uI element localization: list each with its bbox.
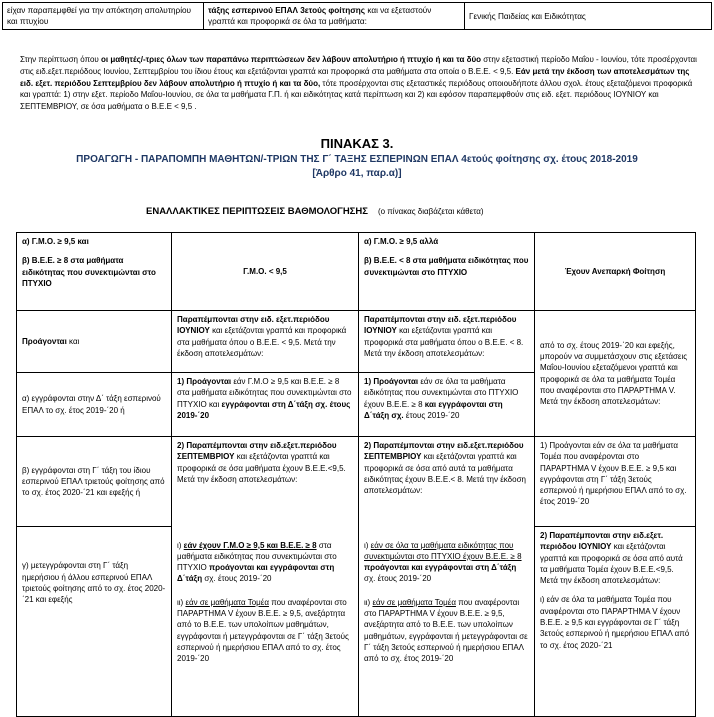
- cell-r4-c3: ι) εάν σε όλα τα μαθήματα ειδικότητας που συνεκτιμώνται στο ΠΤΥΧΙΟ έχουν Β.Ε.Ε. ≥ 8 προάγονται και εγγράφονται στη Δ΄τάξη σχ. έτους 2019-΄20 ιι) εάν σε μαθήματα Τομέα που αναφέρονται στο ΠΑΡΑΡΤΗΜΑ V έχουν Β.Ε.Ε. ≥ 9,5, ανεξάρτητα από το Β.Ε.Ε. των υπολοίπων μαθημάτων, εγγράφονται ή μετεγγράφονται σε Γ΄ τάξη 3ετούς εσπερινού ή ημερήσιου ΕΠΑΛ από το σχ. έτος 2019-΄20: [359, 527, 535, 717]
- header-cell-2: Γ.Μ.Ο. < 9,5: [172, 233, 359, 311]
- page-title: ΠΙΝΑΚΑΣ 3.: [320, 136, 394, 151]
- cell-r1-c3: Παραπέμπονται στην ειδ. εξετ.περιόδου ΙΟΥΝΙΟΥ και εξετάζονται γραπτά και προφορικά στα μαθήματα όπου ο Β.Ε.Ε. < 8. Μετά την έκδοση αποτελεσμάτων:: [359, 311, 535, 373]
- cell-r1-c1: Προάγονται και: [17, 311, 172, 373]
- header-cell-3: α) Γ.Μ.Ο. ≥ 9,5 αλλά β) Β.Ε.Ε. < 8 στα μαθήματα ειδικότητας που συνεκτιμώνται στο ΠΤΥΧΙΟ: [359, 233, 535, 311]
- reading-note: (ο πίνακας διαβάζεται κάθετα): [377, 207, 484, 216]
- header-cell-4: Έχουν Ανεπαρκή Φοίτηση: [535, 233, 696, 311]
- table-row: [17, 311, 696, 373]
- article-reference: [Άρθρο 41, παρ.α)]: [312, 168, 402, 179]
- cell-r3-c1: β) εγγράφονται στη Γ΄ τάξη του ίδιου εσπερινού ΕΠΑΛ τριετούς φοίτησης από το σχ. έτος 2020-΄21 και εφεξής ή: [17, 437, 172, 527]
- page-subtitle: ΠΡΟΑΓΩΓΗ - ΠΑΡΑΠΟΜΠΗ ΜΑΘΗΤΩΝ/-ΤΡΙΩΝ ΤΗΣ Γ΄ ΤΑΞΗΣ ΕΣΠΕΡΙΝΩΝ ΕΠΑΛ 4ετούς φοίτησης σχ. έτους 2018-2019: [76, 154, 638, 165]
- table-row: [17, 527, 696, 717]
- table-row: [17, 437, 696, 527]
- top-table: [2, 2, 712, 30]
- intro-paragraph: Στην περίπτωση όπου οι μαθητές/-τριες όλων των παραπάνω περιπτώσεων δεν λάβουν απολυτήριο ή πτυχίο ή και τα δύο στην εξεταστική περίοδο Μαΐου - Ιουνίου, τότε προσέρχονται στις ειδ.εξετ.περιόδους Ιουνίου, Σεπτεμβρίου του ίδιου έτους και εξετάζονται γραπτά και προφορικά στα μαθήματα στα οποία ο Β.Ε.Ε. < 9,5. Εάν μετά την έκδοση των αποτελεσμάτων της ειδ. εξετ. περιόδου Σεπτεμβρίου δεν λάβουν απολυτήριο ή πτυχίο ή και τα δύο, τότε προσέρχονται στις εξεταστικές περιόδους οποιουδήποτε άλλου σχολ. έτους εξεταζόμενοι προφορικά και γραπτά: 1) στην εξετ. περίοδο Μαΐου-Ιουνίου, σε όλα τα μαθήματα Γ.Π. ή και ειδικότητας κατά περίπτωση και 2) και εφόσον παραπεμφθούν στις ειδ. εξετ. περιόδους ΙΟΥΝΙΟΥ και ΣΕΠΤΕΜΒΡΙΟΥ, σε όσα μαθήματα ο Β.Ε.Ε < 9,5 .: [20, 55, 697, 112]
- cell-r2-c1: α) εγγράφονται στην Δ΄ τάξη εσπερινού ΕΠΑΛ το σχ. έτος 2019-΄20 ή: [17, 373, 172, 437]
- section-heading: ΕΝΑΛΛΑΚΤΙΚΕΣ ΠΕΡΙΠΤΩΣΕΙΣ ΒΑΘΜΟΛΟΓΗΣΗΣ (ο πίνακας διαβάζεται κάθετα): [146, 206, 484, 217]
- header-cell-1: α) Γ.Μ.Ο. ≥ 9,5 και β) Β.Ε.Ε. ≥ 8 στα μαθήματα ειδικότητας που συνεκτιμώνται στο ΠΤΥΧΙΟ: [17, 233, 172, 311]
- cell-r4-c1: γ) μετεγγράφονται στη Γ΄ τάξη ημερήσιου ή άλλου εσπερινού ΕΠΑΛ τριετούς φοίτησης από το σχ. έτος 2020-΄21 και εφεξής: [17, 527, 172, 717]
- cell-r4-c2: ι) εάν έχουν Γ.Μ.Ο ≥ 9,5 και Β.Ε.Ε. ≥ 8 στα μαθήματα ειδικότητας που συνεκτιμώνται στο ΠΤΥΧΙΟ προάγονται και εγγράφονται στη Δ΄τάξη σχ. έτους 2019-΄20 ιι) εάν σε μαθήματα Τομέα που αναφέρονται στο ΠΑΡΑΡΤΗΜΑ V έχουν Β.Ε.Ε. ≥ 9,5, ανεξάρτητα από το Β.Ε.Ε. των υπολοίπων μαθημάτων, εγγράφονται ή μετεγγράφονται σε Γ΄ τάξη 3ετούς εσπερινού ή ημερήσιου ΕΠΑΛ από το σχ. έτος 2019-΄20: [172, 527, 359, 717]
- cell-r1-c2: Παραπέμπονται στην ειδ. εξετ.περιόδου ΙΟΥΝΙΟΥ και εξετάζονται γραπτά και προφορικά στα μαθήματα όπου ο Β.Ε.Ε. < 9,5. Μετά την έκδοση αποτελεσμάτων:: [172, 311, 359, 373]
- cell-r2-c2: 1) Προάγονται εάν Γ.Μ.Ο ≥ 9,5 και Β.Ε.Ε. ≥ 8 στα μαθήματα ειδικότητας που συνεκτιμώνται στο ΠΤΥΧΙΟ και εγγράφονται στη Δ΄τάξη σχ. έτους 2019-΄20: [172, 373, 359, 437]
- top-cell-2: τάξης εσπερινού ΕΠΑΛ 3ετούς φοίτησης και να εξεταστούν γραπτά και προφορικά σε όλα τα μαθήματα:: [204, 3, 465, 30]
- table-header-row: [17, 233, 696, 311]
- cell-r3-c4: 1) Προάγονται εάν σε όλα τα μαθήματα Τομέα που αναφέρονται στο ΠΑΡΑΡΤΗΜΑ V έχουν Β.Ε.Ε. ≥ 9,5 και εγγράφονται στη Γ΄ τάξη 3ετούς εσπερινού ή ημερήσιου ΕΠΑΛ από το σχ. έτος 2019-΄20: [535, 437, 696, 527]
- cell-r1-c4: από το σχ. έτους 2019-΄20 και εφεξής, μπορούν να συμμετάσχουν στις εξετάσεις Μαΐου-Ιουνίου εξεταζόμενοι γραπτά και προφορικά σε όλα τα μαθήματα Τομέα που αναφέρονται στο ΠΑΡΑΡΤΗΜΑ V. Μετά την έκδοση αποτελεσμάτων:: [535, 311, 696, 437]
- cell-r2-c3: 1) Προάγονται εάν σε όλα τα μαθήματα ειδικότητας που συνεκτιμώνται στο ΠΤΥΧΙΟ έχουν Β.Ε.Ε. ≥ 8 και εγγράφονται στη Δ΄τάξη σχ. έτους 2019-΄20: [359, 373, 535, 437]
- main-table: [16, 232, 696, 717]
- cell-r3-c2: 2) Παραπέμπονται στην ειδ.εξετ.περιόδου ΣΕΠΤΕΜΒΡΙΟΥ και εξετάζονται γραπτά και προφορικά σε όσα μαθήματα έχουν Β.Ε.Ε.<9,5. Μετά την έκδοση αποτελεσμάτων:: [172, 437, 359, 527]
- cell-r4-c4: 2) Παραπέμπονται στην ειδ.εξετ. περιόδου ΙΟΥΝΙΟΥ και εξετάζονται γραπτά και προφορικά σε όσα από αυτά τα μαθήματα Τομέα έχουν Β.Ε.Ε.<9,5. Μετά την έκδοση αποτελεσμάτων: ι) εάν σε όλα τα μαθήματα Τομέα που αναφέρονται στο ΠΑΡΑΡΤΗΜΑ V έχουν Β.Ε.Ε. ≥ 9,5 και εγγράφονται σε Γ΄ τάξη 3ετούς εσπερινού ή ημερήσιου ΕΠΑΛ από το σχ. έτος 2020-΄21: [535, 527, 696, 717]
- top-cell-3: Γενικής Παιδείας και Ειδικότητας: [465, 3, 712, 30]
- top-cell-1: είχαν παραπεμφθεί για την απόκτηση απολυτηρίου και πτυχίου: [3, 3, 204, 30]
- cell-r3-c3: 2) Παραπέμπονται στην ειδ.εξετ.περιόδου ΣΕΠΤΕΜΒΡΙΟΥ και εξετάζονται γραπτά και προφορικά σε όσα από αυτά τα μαθήματα ειδικότητας έχουν Β.Ε.Ε.< 8. Μετά την έκδοση αποτελεσμάτων:: [359, 437, 535, 527]
